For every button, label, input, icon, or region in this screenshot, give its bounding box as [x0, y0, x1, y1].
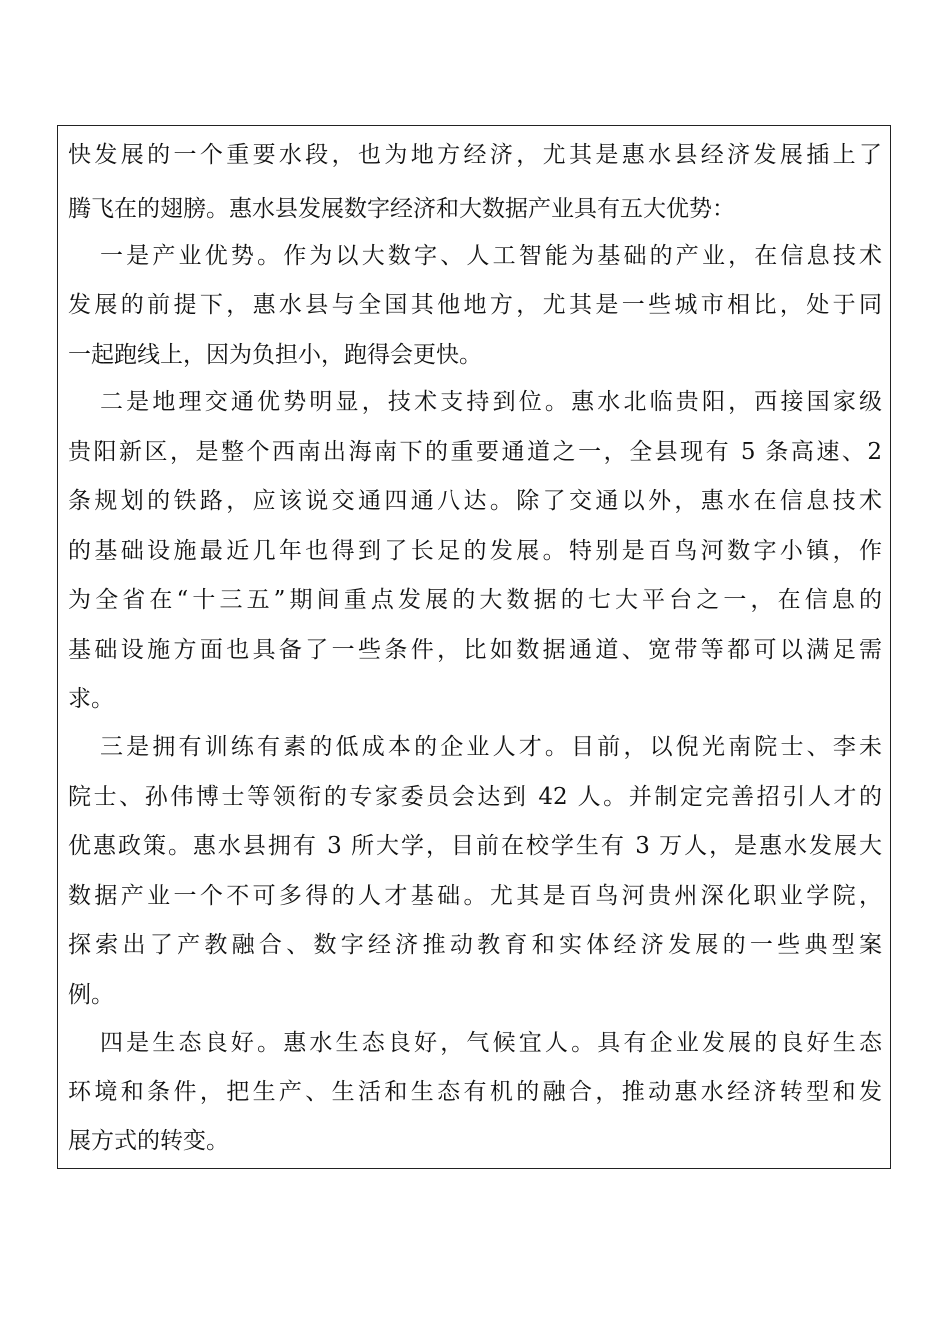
bordered-text-box [57, 125, 891, 1169]
paragraph-line: 快发展的一个重要水段，也为地方经济，尤其是惠水县经济发展插上了 [68, 142, 882, 168]
paragraph-line: 四是生态良好。惠水生态良好，气候宜人。具有企业发展的良好生态 [100, 1030, 882, 1056]
paragraph-line: 为全省在“十三五”期间重点发展的大数据的七大平台之一，在信息的 [68, 587, 882, 613]
paragraph-line: 展方式的转变。 [68, 1128, 229, 1154]
paragraph-line: 发展的前提下，惠水县与全国其他地方，尤其是一些城市相比，处于同 [68, 292, 882, 318]
paragraph-line: 三是拥有训练有素的低成本的企业人才。目前，以倪光南院士、李未 [100, 734, 882, 760]
paragraph-line: 二是地理交通优势明显，技术支持到位。惠水北临贵阳，西接国家级 [100, 389, 882, 415]
paragraph-line: 环境和条件，把生产、生活和生态有机的融合，推动惠水经济转型和发 [68, 1079, 882, 1105]
paragraph-line: 优惠政策。惠水县拥有 3 所大学，目前在校学生有 3 万人，是惠水发展大 [68, 833, 882, 859]
paragraph-line: 院士、孙伟博士等领衔的专家委员会达到 42 人。并制定完善招引人才的 [68, 784, 882, 810]
paragraph-line: 一是产业优势。作为以大数字、人工智能为基础的产业，在信息技术 [100, 243, 882, 269]
paragraph-line: 腾飞在的翅膀。惠水县发展数字经济和大数据产业具有五大优势： [68, 196, 735, 222]
paragraph-line: 条规划的铁路，应该说交通四通八达。除了交通以外，惠水在信息技术 [68, 488, 882, 514]
paragraph-line: 的基础设施最近几年也得到了长足的发展。特别是百鸟河数字小镇，作 [68, 538, 882, 564]
paragraph-line: 数据产业一个不可多得的人才基础。尤其是百鸟河贵州深化职业学院， [68, 883, 882, 909]
paragraph-line: 求。 [68, 686, 114, 712]
paragraph-line: 一起跑线上，因为负担小，跑得会更快。 [68, 342, 482, 368]
paragraph-line: 探索出了产教融合、数字经济推动教育和实体经济发展的一些典型案 [68, 932, 882, 958]
paragraph-line: 贵阳新区，是整个西南出海南下的重要通道之一，全县现有 5 条高速、2 [68, 439, 882, 465]
paragraph-line: 例。 [68, 982, 114, 1008]
paragraph-line: 基础设施方面也具备了一些条件，比如数据通道、宽带等都可以满足需 [68, 637, 882, 663]
